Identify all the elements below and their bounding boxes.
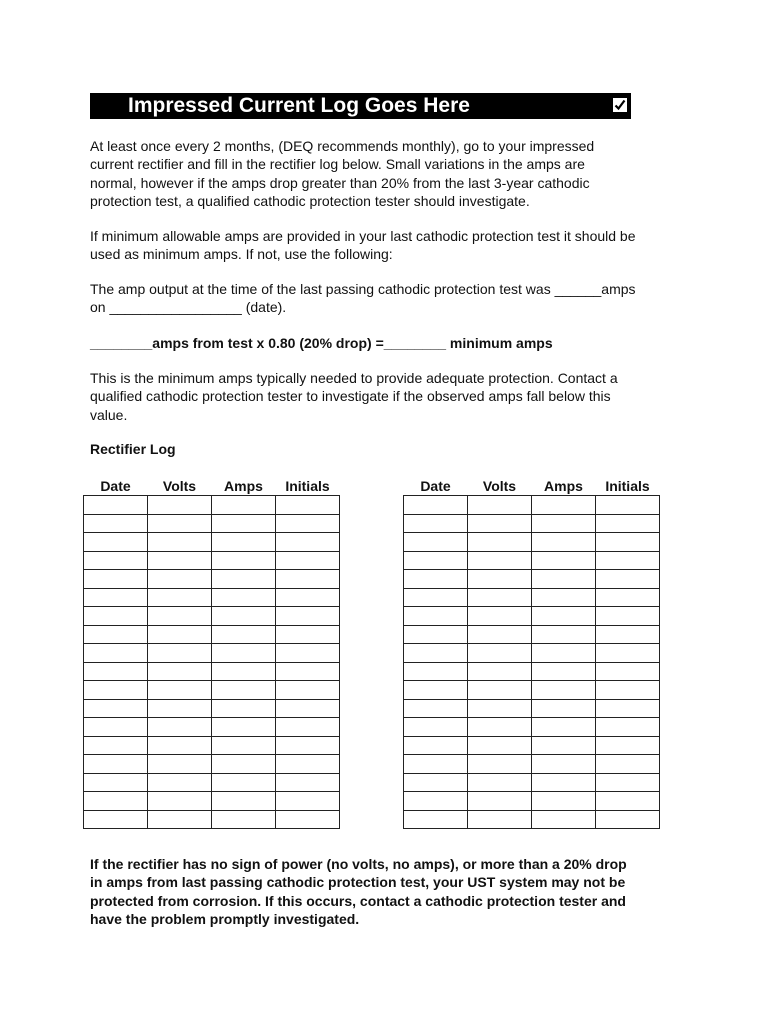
log-cell-volts[interactable] — [148, 533, 212, 552]
table-row — [404, 773, 660, 792]
column-header-volts: Volts — [162, 478, 197, 494]
log-cell-initials[interactable] — [276, 699, 340, 718]
log-cell-initials[interactable] — [276, 588, 340, 607]
table-row — [404, 736, 660, 755]
log-cell-initials[interactable] — [596, 514, 660, 533]
table-row — [84, 514, 340, 533]
warning-line: in amps from last passing cathodic protection test, your UST system may not be — [90, 874, 626, 891]
log-cell-volts[interactable] — [148, 773, 212, 792]
log-cell-volts[interactable] — [468, 699, 532, 718]
column-header-date: Date — [100, 478, 131, 494]
log-cell-date[interactable] — [84, 792, 148, 811]
table-row — [404, 718, 660, 737]
log-cell-date[interactable] — [84, 718, 148, 737]
log-cell-amps[interactable] — [532, 644, 596, 663]
log-cell-initials[interactable] — [596, 773, 660, 792]
log-cell-initials[interactable] — [596, 496, 660, 515]
table-row — [404, 755, 660, 774]
log-cell-date[interactable] — [404, 496, 468, 515]
log-cell-date[interactable] — [84, 496, 148, 515]
log-cell-volts[interactable] — [148, 514, 212, 533]
table-row — [404, 496, 660, 515]
log-cell-volts[interactable] — [148, 699, 212, 718]
log-cell-date[interactable] — [404, 588, 468, 607]
log-cell-volts[interactable] — [468, 533, 532, 552]
log-cell-amps[interactable] — [532, 551, 596, 570]
minimum-amps-line: If minimum allowable amps are provided in your last cathodic protection test it should be — [90, 228, 636, 244]
log-cell-initials[interactable] — [276, 718, 340, 737]
formula-text: ________amps from test x 0.80 (20% drop) =________ minimum amps — [90, 335, 553, 351]
log-cell-amps[interactable] — [212, 625, 276, 644]
log-cell-volts[interactable] — [148, 736, 212, 755]
log-cell-volts[interactable] — [148, 644, 212, 663]
table-row — [84, 773, 340, 792]
log-cell-amps[interactable] — [532, 792, 596, 811]
log-cell-date[interactable] — [404, 681, 468, 700]
log-cell-volts[interactable] — [148, 755, 212, 774]
page-title: Impressed Current Log Goes Here — [128, 94, 470, 117]
log-cell-volts[interactable] — [148, 551, 212, 570]
log-cell-date[interactable] — [84, 773, 148, 792]
intro-paragraph — [90, 137, 690, 210]
table-row — [404, 625, 660, 644]
intro-line: protection test, a qualified cathodic protection tester should investigate. — [90, 192, 530, 209]
log-cell-amps[interactable] — [212, 792, 276, 811]
log-cell-amps[interactable] — [532, 736, 596, 755]
table-row — [404, 551, 660, 570]
log-cell-amps[interactable] — [532, 514, 596, 533]
log-cell-initials[interactable] — [276, 625, 340, 644]
log-cell-initials[interactable] — [276, 792, 340, 811]
log-cell-initials[interactable] — [596, 551, 660, 570]
log-cell-amps[interactable] — [532, 570, 596, 589]
log-cell-amps[interactable] — [212, 773, 276, 792]
log-cell-amps[interactable] — [212, 570, 276, 589]
log-cell-initials[interactable] — [276, 644, 340, 663]
log-cell-initials[interactable] — [596, 588, 660, 607]
rectifier-log-heading: Rectifier Log — [90, 441, 176, 457]
log-cell-volts[interactable] — [468, 551, 532, 570]
log-cell-date[interactable] — [404, 755, 468, 774]
log-cell-initials[interactable] — [276, 736, 340, 755]
table-row — [84, 588, 340, 607]
log-cell-volts[interactable] — [148, 625, 212, 644]
column-header-volts: Volts — [482, 478, 517, 494]
log-cell-volts[interactable] — [468, 773, 532, 792]
log-cell-date[interactable] — [404, 662, 468, 681]
log-cell-initials[interactable] — [276, 551, 340, 570]
log-cell-date[interactable] — [84, 662, 148, 681]
log-cell-initials[interactable] — [276, 773, 340, 792]
log-cell-amps[interactable] — [212, 699, 276, 718]
log-cell-volts[interactable] — [468, 607, 532, 626]
log-cell-amps[interactable] — [212, 588, 276, 607]
table-row — [404, 644, 660, 663]
rectifier-log-table-left — [83, 476, 340, 829]
log-cell-initials[interactable] — [276, 755, 340, 774]
log-cell-date[interactable] — [404, 533, 468, 552]
log-cell-amps[interactable] — [532, 588, 596, 607]
checkbox-checked-icon — [611, 96, 629, 114]
log-cell-volts[interactable] — [468, 681, 532, 700]
log-cell-amps[interactable] — [532, 625, 596, 644]
log-cell-amps[interactable] — [532, 533, 596, 552]
table-row — [84, 681, 340, 700]
log-cell-amps[interactable] — [532, 699, 596, 718]
log-cell-initials[interactable] — [596, 718, 660, 737]
table-row — [84, 551, 340, 570]
log-cell-initials[interactable] — [596, 681, 660, 700]
table-row — [84, 644, 340, 663]
log-cell-initials[interactable] — [596, 699, 660, 718]
amp-output-paragraph — [90, 280, 690, 317]
intro-line: normal, however if the amps drop greater than 20% from the last 3-year cathodic — [90, 174, 590, 191]
log-cell-date[interactable] — [404, 644, 468, 663]
log-cell-initials[interactable] — [596, 607, 660, 626]
log-cell-date[interactable] — [404, 718, 468, 737]
log-cell-volts[interactable] — [468, 662, 532, 681]
log-cell-volts[interactable] — [468, 810, 532, 829]
log-cell-volts[interactable] — [148, 607, 212, 626]
table-row — [404, 533, 660, 552]
table-row — [84, 533, 340, 552]
log-cell-amps[interactable] — [532, 607, 596, 626]
log-cell-volts[interactable] — [468, 625, 532, 644]
rectifier-log-table-right — [403, 476, 660, 829]
log-cell-initials[interactable] — [276, 570, 340, 589]
log-cell-date[interactable] — [404, 773, 468, 792]
log-cell-volts[interactable] — [468, 755, 532, 774]
table-row — [84, 607, 340, 626]
log-cell-amps[interactable] — [532, 718, 596, 737]
log-cell-date[interactable] — [84, 644, 148, 663]
log-cell-initials[interactable] — [596, 662, 660, 681]
log-cell-date[interactable] — [84, 625, 148, 644]
log-cell-initials[interactable] — [596, 625, 660, 644]
log-cell-amps[interactable] — [532, 810, 596, 829]
log-cell-initials[interactable] — [276, 681, 340, 700]
log-cell-volts[interactable] — [148, 570, 212, 589]
log-cell-amps[interactable] — [212, 736, 276, 755]
log-cell-date[interactable] — [84, 755, 148, 774]
log-cell-date[interactable] — [84, 570, 148, 589]
table-row — [84, 570, 340, 589]
title-bar — [90, 93, 631, 119]
log-cell-volts[interactable] — [468, 736, 532, 755]
explanation-paragraph — [90, 369, 690, 424]
log-cell-date[interactable] — [404, 699, 468, 718]
warning-line: If the rectifier has no sign of power (no volts, no amps), or more than a 20% drop — [90, 856, 627, 872]
log-cell-date[interactable] — [404, 570, 468, 589]
log-cell-date[interactable] — [84, 588, 148, 607]
table-row — [404, 810, 660, 829]
table-row — [404, 681, 660, 700]
log-cell-volts[interactable] — [148, 718, 212, 737]
log-cell-volts[interactable] — [468, 718, 532, 737]
log-cell-volts[interactable] — [148, 810, 212, 829]
log-cell-amps[interactable] — [212, 681, 276, 700]
table-row — [84, 625, 340, 644]
column-header-amps: Amps — [544, 478, 583, 494]
table-row — [84, 718, 340, 737]
log-cell-initials[interactable] — [276, 810, 340, 829]
log-cell-amps[interactable] — [532, 773, 596, 792]
log-cell-volts[interactable] — [468, 514, 532, 533]
log-cell-initials[interactable] — [276, 662, 340, 681]
log-cell-volts[interactable] — [468, 570, 532, 589]
log-cell-initials[interactable] — [276, 514, 340, 533]
table-row — [84, 699, 340, 718]
warning-line: protected from corrosion. If this occurs, contact a cathodic protection tester and — [90, 892, 626, 909]
log-cell-volts[interactable] — [468, 792, 532, 811]
minimum-amps-line: used as minimum amps. If not, use the following: — [90, 246, 393, 263]
log-cell-initials[interactable] — [276, 496, 340, 515]
log-cell-amps[interactable] — [212, 607, 276, 626]
table-row — [84, 755, 340, 774]
log-cell-amps[interactable] — [532, 681, 596, 700]
log-cell-volts[interactable] — [468, 644, 532, 663]
column-header-initials: Initials — [605, 478, 650, 494]
table-row — [404, 588, 660, 607]
column-header-amps: Amps — [224, 478, 263, 494]
log-cell-amps[interactable] — [212, 533, 276, 552]
log-cell-date[interactable] — [84, 551, 148, 570]
table-row — [84, 496, 340, 515]
warning-paragraph — [90, 855, 627, 928]
table-row — [404, 662, 660, 681]
log-cell-initials[interactable] — [276, 533, 340, 552]
log-cell-volts[interactable] — [148, 588, 212, 607]
table-row — [404, 514, 660, 533]
log-cell-initials[interactable] — [276, 607, 340, 626]
log-cell-date[interactable] — [84, 736, 148, 755]
amp-output-line: on _________________ (date). — [90, 299, 287, 316]
explanation-line: qualified cathodic protection tester to investigate if the observed amps fall below this — [90, 388, 611, 405]
explanation-line: value. — [90, 406, 128, 423]
log-cell-amps[interactable] — [212, 514, 276, 533]
log-cell-date[interactable] — [84, 533, 148, 552]
log-cell-amps[interactable] — [212, 755, 276, 774]
log-cell-amps[interactable] — [532, 755, 596, 774]
minimum-amps-paragraph — [90, 227, 690, 264]
log-cell-date[interactable] — [84, 514, 148, 533]
log-cell-volts[interactable] — [148, 792, 212, 811]
log-cell-date[interactable] — [404, 810, 468, 829]
log-cell-date[interactable] — [84, 810, 148, 829]
formula-line — [90, 334, 690, 352]
log-cell-date[interactable] — [84, 681, 148, 700]
table-row — [404, 607, 660, 626]
log-cell-amps[interactable] — [212, 718, 276, 737]
log-cell-date[interactable] — [404, 607, 468, 626]
log-cell-amps[interactable] — [212, 810, 276, 829]
log-cell-volts[interactable] — [148, 681, 212, 700]
log-cell-amps[interactable] — [532, 496, 596, 515]
log-cell-volts[interactable] — [468, 588, 532, 607]
log-cell-date[interactable] — [404, 792, 468, 811]
table-row — [84, 662, 340, 681]
log-cell-initials[interactable] — [596, 736, 660, 755]
intro-line: At least once every 2 months, (DEQ recommends monthly), go to your impressed — [90, 138, 595, 154]
column-header-initials: Initials — [285, 478, 330, 494]
log-cell-initials[interactable] — [596, 570, 660, 589]
log-cell-volts[interactable] — [468, 496, 532, 515]
log-cell-date[interactable] — [84, 607, 148, 626]
log-cell-volts[interactable] — [148, 662, 212, 681]
log-cell-date[interactable] — [404, 551, 468, 570]
log-cell-amps[interactable] — [212, 644, 276, 663]
column-header-date: Date — [420, 478, 451, 494]
log-cell-volts[interactable] — [148, 496, 212, 515]
log-cell-amps[interactable] — [532, 662, 596, 681]
log-cell-date[interactable] — [84, 699, 148, 718]
log-cell-date[interactable] — [404, 625, 468, 644]
log-cell-initials[interactable] — [596, 810, 660, 829]
table-row — [404, 792, 660, 811]
table-row — [84, 736, 340, 755]
log-cell-date[interactable] — [404, 736, 468, 755]
table-row — [84, 792, 340, 811]
log-cell-amps[interactable] — [212, 662, 276, 681]
log-cell-amps[interactable] — [212, 496, 276, 515]
log-cell-initials[interactable] — [596, 792, 660, 811]
table-row — [404, 699, 660, 718]
intro-line: current rectifier and fill in the rectifier log below. Small variations in the amps are — [90, 156, 585, 173]
log-cell-initials[interactable] — [596, 755, 660, 774]
log-cell-initials[interactable] — [596, 533, 660, 552]
log-cell-date[interactable] — [404, 514, 468, 533]
table-row — [404, 570, 660, 589]
log-cell-initials[interactable] — [596, 644, 660, 663]
log-cell-amps[interactable] — [212, 551, 276, 570]
explanation-line: This is the minimum amps typically needed to provide adequate protection. Contact a — [90, 370, 618, 386]
warning-line: have the problem promptly investigated. — [90, 910, 360, 927]
amp-output-line: The amp output at the time of the last passing cathodic protection test was ______amps — [90, 281, 636, 297]
table-row — [84, 810, 340, 829]
